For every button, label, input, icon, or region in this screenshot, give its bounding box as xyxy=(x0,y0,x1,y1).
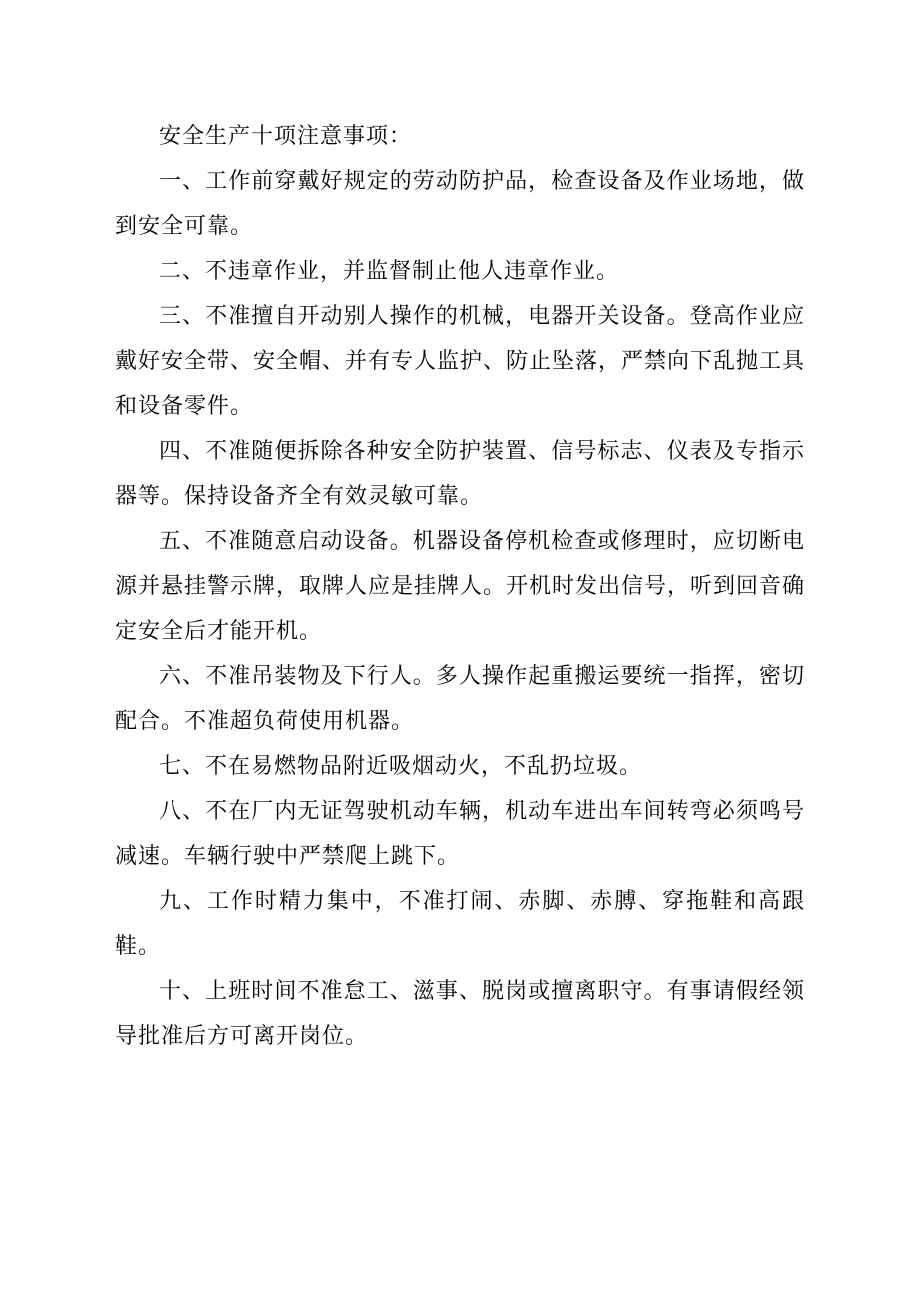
rule-item-10: 十、上班时间不准怠工、滋事、脱岗或擅离职守。有事请假经领导批准后方可离开岗位。 xyxy=(115,979,805,1049)
document-body xyxy=(115,114,805,1059)
rule-item-3: 三、不准擅自开动别人操作的机械，电器开关设备。登高作业应戴好安全带、安全帽、并有专人监护、防止坠落，严禁向下乱抛工具和设备零件。 xyxy=(115,304,806,419)
rule-item-8: 八、不在厂内无证驾驶机动车辆，机动车进出车间转弯必须鸣号减速。车辆行驶中严禁爬上跳下。 xyxy=(115,799,805,869)
rule-item-6: 六、不准吊装物及下行人。多人操作起重搬运要统一指挥，密切配合。不准超负荷使用机器。 xyxy=(115,664,805,734)
rule-item-5: 五、不准随意启动设备。机器设备停机检查或修理时，应切断电源并悬挂警示牌，取牌人应是挂牌人。开机时发出信号，听到回音确定安全后才能开机。 xyxy=(115,529,806,644)
rule-item-1: 一、工作前穿戴好规定的劳动防护品，检查设备及作业场地，做到安全可靠。 xyxy=(115,169,805,239)
rule-item-9: 九、工作时精力集中，不准打闹、赤脚、赤膊、穿拖鞋和高跟鞋。 xyxy=(115,889,805,959)
rule-item-2: 二、不违章作业，并监督制止他人违章作业。 xyxy=(159,259,620,284)
document-heading: 安全生产十项注意事项： xyxy=(159,124,413,149)
rule-item-4: 四、不准随便拆除各种安全防护装置、信号标志、仪表及专指示器等。保持设备齐全有效灵敏可靠。 xyxy=(115,439,805,509)
rule-item-7: 七、不在易燃物品附近吸烟动火，不乱扔垃圾。 xyxy=(159,754,643,779)
